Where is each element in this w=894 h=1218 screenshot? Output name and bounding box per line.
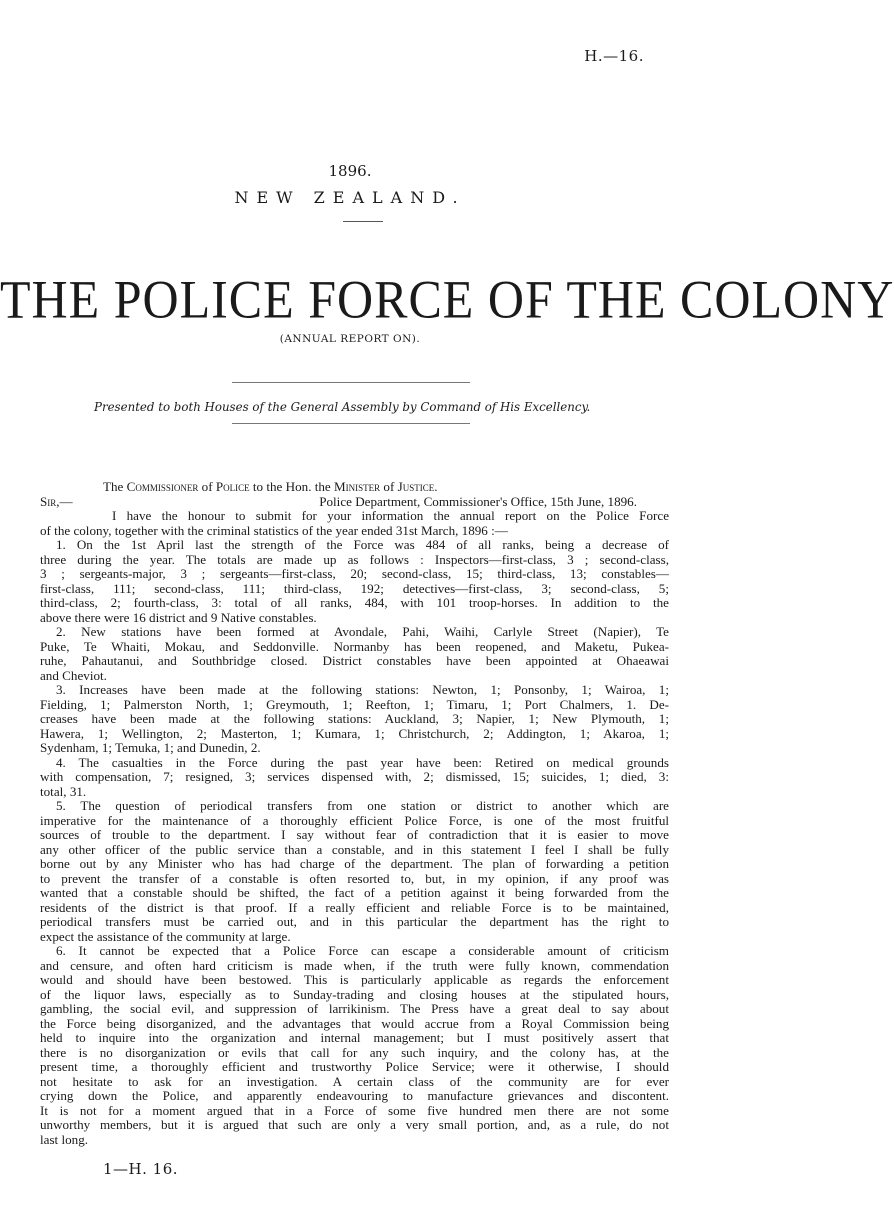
letter-line: residents of the district is that proof. If a really efficient and reliable Force is to be maintained,	[40, 899, 669, 915]
heading-part: to the Hon. the	[249, 479, 335, 494]
letter-line: It is not for a moment argued that in a Force of some five hundred men there are not some	[40, 1102, 669, 1118]
letter-line: of the liquor laws, especially as to Sunday-trading and closing houses at the stipulated hours,	[40, 986, 669, 1002]
heading-part: Justice	[397, 479, 435, 494]
letter-line: wanted that a constable should be shifted, the fact of a petition against it being forwarded from the	[40, 885, 669, 900]
document-title: THE POLICE FORCE OF THE COLONY	[0, 268, 894, 330]
letter-line: 3 ; sergeants-major, 3 ; sergeants—first-class, 20; second-class, 15; third-class, 13; constables—	[40, 566, 669, 581]
letter-body	[40, 480, 669, 1147]
letter-line: there is no disorganization or evils that call for any such inquiry, and the colony has, at the	[40, 1044, 669, 1060]
letter-line: 3. Increases have been made at the following stations: Newton, 1; Ponsonby, 1; Wairoa, 1;	[56, 682, 669, 697]
heading-part: Police	[215, 479, 250, 494]
document-subtitle: (ANNUAL REPORT ON).	[279, 333, 421, 345]
letter-line: and censure, and often hard criticism is made when, if the truth were fully known, commendation	[40, 957, 669, 973]
letter-line: last long.	[40, 1131, 89, 1147]
letter-line: imperative for the maintenance of a thoroughly efficient Police Force, is one of the most fruitful	[40, 812, 669, 828]
letter-line: first-class, 111; second-class, 111; third-class, 192; detectives—first-class, 3; second-class, 5;	[40, 580, 669, 596]
country-heading: NEW ZEALAND.	[234, 188, 466, 207]
letter-line: sources of trouble to the department. I say without fear of contradiction that it is easier to move	[40, 827, 669, 842]
page-reference: H.—16.	[584, 47, 644, 65]
letter-line: 6. It cannot be expected that a Police Force can escape a considerable amount of criticism	[56, 943, 669, 958]
letter-line: above there were 16 district and 9 Native constables.	[40, 609, 317, 625]
divider	[343, 221, 383, 222]
letter-line: 4. The casualties in the Force during the past year have been: Retired on medical grounds	[56, 754, 669, 770]
dateline: Police Department, Commissioner's Office, 15th June, 1896.	[319, 493, 637, 509]
letter-line: 1. On the 1st April last the strength of the Force was 484 of all ranks, being a decrease of	[56, 537, 669, 552]
footer-reference: 1—H. 16.	[103, 1160, 179, 1178]
letter-paragraphs	[40, 509, 669, 1147]
letter-line: creases have been made at the following stations: Auckland, 3; Napier, 1; New Plymouth, 1;	[40, 711, 669, 726]
letter-line: three during the year. The totals are made up as follows : Inspectors—first-class, 3 ; second-class,	[40, 551, 669, 567]
letter-line: Puke, Te Whaiti, Mokau, and Seddonville. Normanby has been reopened, and Maketu, Pukea-	[40, 638, 669, 654]
document-year: 1896.	[328, 162, 372, 180]
letter-line: with compensation, 7; resigned, 3; services dispensed with, 2; dismissed, 15; suicides, 1; died, 3:	[40, 769, 669, 784]
heading-part: Minister	[334, 479, 381, 494]
divider	[232, 423, 470, 424]
letter-line: ruhe, Pahautanui, and Southbridge closed. District constables have been appointed at Ohaeawai	[40, 653, 669, 668]
letter-line: periodical transfers must be carried out, and in this particular the department has the right to	[40, 914, 669, 929]
letter-line: Fielding, 1; Palmerston North, 1; Greymouth, 1; Reefton, 1; Timaru, 1; Port Chalmers, 1. De-	[40, 696, 669, 712]
divider	[232, 382, 470, 383]
letter-line: Hawera, 1; Wellington, 2; Masterton, 1; Kumara, 1; Christchurch, 2; Addington, 1; Akaroa, 1;	[40, 725, 669, 741]
letter-line: and Cheviot.	[40, 667, 107, 683]
letter-line: would and should have been bestowed. This is particularly applicable as regards the enforcement	[40, 972, 669, 987]
letter-line: Sydenham, 1; Temuka, 1; and Dunedin, 2.	[40, 740, 261, 755]
letter-line: to prevent the transfer of a constable is often resorted to, but, in my opinion, if any proof was	[40, 870, 669, 886]
letter-line: total, 31.	[40, 783, 87, 799]
letter-line: I have the honour to submit for your information the annual report on the Police Force	[112, 508, 669, 523]
letter-line: of the colony, together with the criminal statistics of the year ended 31st March, 1896 :—	[40, 522, 508, 538]
letter-line: held to inquire into the organization and internal management; but I must positively assert that	[40, 1030, 669, 1045]
letter-line: 5. The question of periodical transfers from one station or district to another which are	[56, 798, 669, 813]
heading-part: Commissioner	[126, 479, 199, 494]
letter-line: the Force being disorganized, and the advantages that would accrue from a Royal Commission being	[40, 1015, 669, 1031]
letter-line: expect the assistance of the community at large.	[40, 928, 291, 944]
heading-part: The	[103, 479, 127, 494]
letter-line: present time, a thoroughly efficient and trustworthy Police Service; were it otherwise, I should	[40, 1059, 669, 1074]
letter-line: gambling, the social evil, and suppression of larrikinism. The Press have a great deal to say about	[40, 1001, 669, 1016]
heading-part: of	[198, 479, 216, 494]
salutation: Sir,—	[40, 493, 73, 509]
letter-line: third-class, 2; fourth-class, 3: total of all ranks, 484, with 101 troop-horses. In addition to the	[40, 595, 669, 610]
letter-line: not hesitate to ask for an investigation. A certain class of the community are for ever	[40, 1073, 669, 1089]
heading-part: .	[434, 479, 438, 494]
letter-heading	[40, 480, 669, 495]
letter-line: crying down the Police, and apparently endeavouring to manufacture grievances and discontent.	[40, 1088, 669, 1103]
salutation-row	[40, 495, 669, 510]
presentation-note: Presented to both Houses of the General Assembly by Command of His Excellency.	[94, 400, 591, 414]
letter-line: any other officer of the public service than a constable, and in this statement I feel I shall be fully	[40, 841, 669, 857]
letter-line: 2. New stations have been formed at Avondale, Pahi, Waihi, Carlyle Street (Napier), Te	[56, 624, 669, 639]
letter-line: borne out by any Minister who has had charge of the department. The plan of forwarding a petition	[40, 856, 669, 871]
heading-part: of	[380, 479, 398, 494]
letter-line: unworthy members, but it is argued that such are only a very small portion, and, as a rule, do not	[40, 1117, 669, 1132]
